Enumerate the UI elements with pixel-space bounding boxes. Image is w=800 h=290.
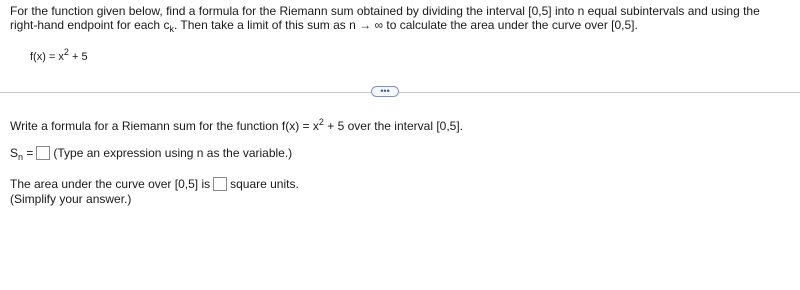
area-answer-row bbox=[10, 177, 299, 191]
question-text: Write a formula for a Riemann sum for the function f(x) = x bbox=[10, 119, 319, 133]
area-question-text: The area under the curve over [0,5] is bbox=[10, 177, 211, 191]
riemann-sum-hint: (Type an expression using n as the variable.) bbox=[53, 146, 293, 160]
problem-statement bbox=[10, 4, 780, 33]
section-divider bbox=[0, 92, 800, 93]
function-exponent: 2 bbox=[63, 47, 69, 57]
expand-more-button[interactable] bbox=[371, 86, 399, 97]
question-exponent: 2 bbox=[318, 117, 324, 127]
sn-label: $S_n$ = bbox=[10, 146, 34, 162]
riemann-sum-answer-row bbox=[10, 146, 292, 160]
question-riemann-sum bbox=[10, 119, 463, 133]
problem-statement-text: For the function given below, find a formula for the Riemann sum obtained by dividing the interval [0,5] into n equal subintervals and using the right-hand endpoint for each c bbox=[10, 4, 760, 32]
question-text-end: + 5 over the interval [0,5]. bbox=[323, 119, 463, 133]
area-units-text: square units. bbox=[230, 177, 299, 191]
area-hint: (Simplify your answer.) bbox=[10, 192, 132, 206]
function-lhs: f(x) = x bbox=[30, 51, 64, 63]
riemann-sum-input[interactable] bbox=[36, 146, 50, 160]
function-rhs: + 5 bbox=[68, 51, 88, 63]
subscript-k: k bbox=[169, 24, 174, 34]
problem-statement-text-end: . Then take a limit of this sum as n → ∞ to calculate the area under the curve over [0,5]. bbox=[173, 18, 638, 32]
area-input[interactable] bbox=[213, 177, 227, 191]
ellipsis-icon: ••• bbox=[380, 86, 390, 96]
function-display bbox=[30, 47, 88, 63]
sn-subscript: n bbox=[18, 152, 24, 162]
